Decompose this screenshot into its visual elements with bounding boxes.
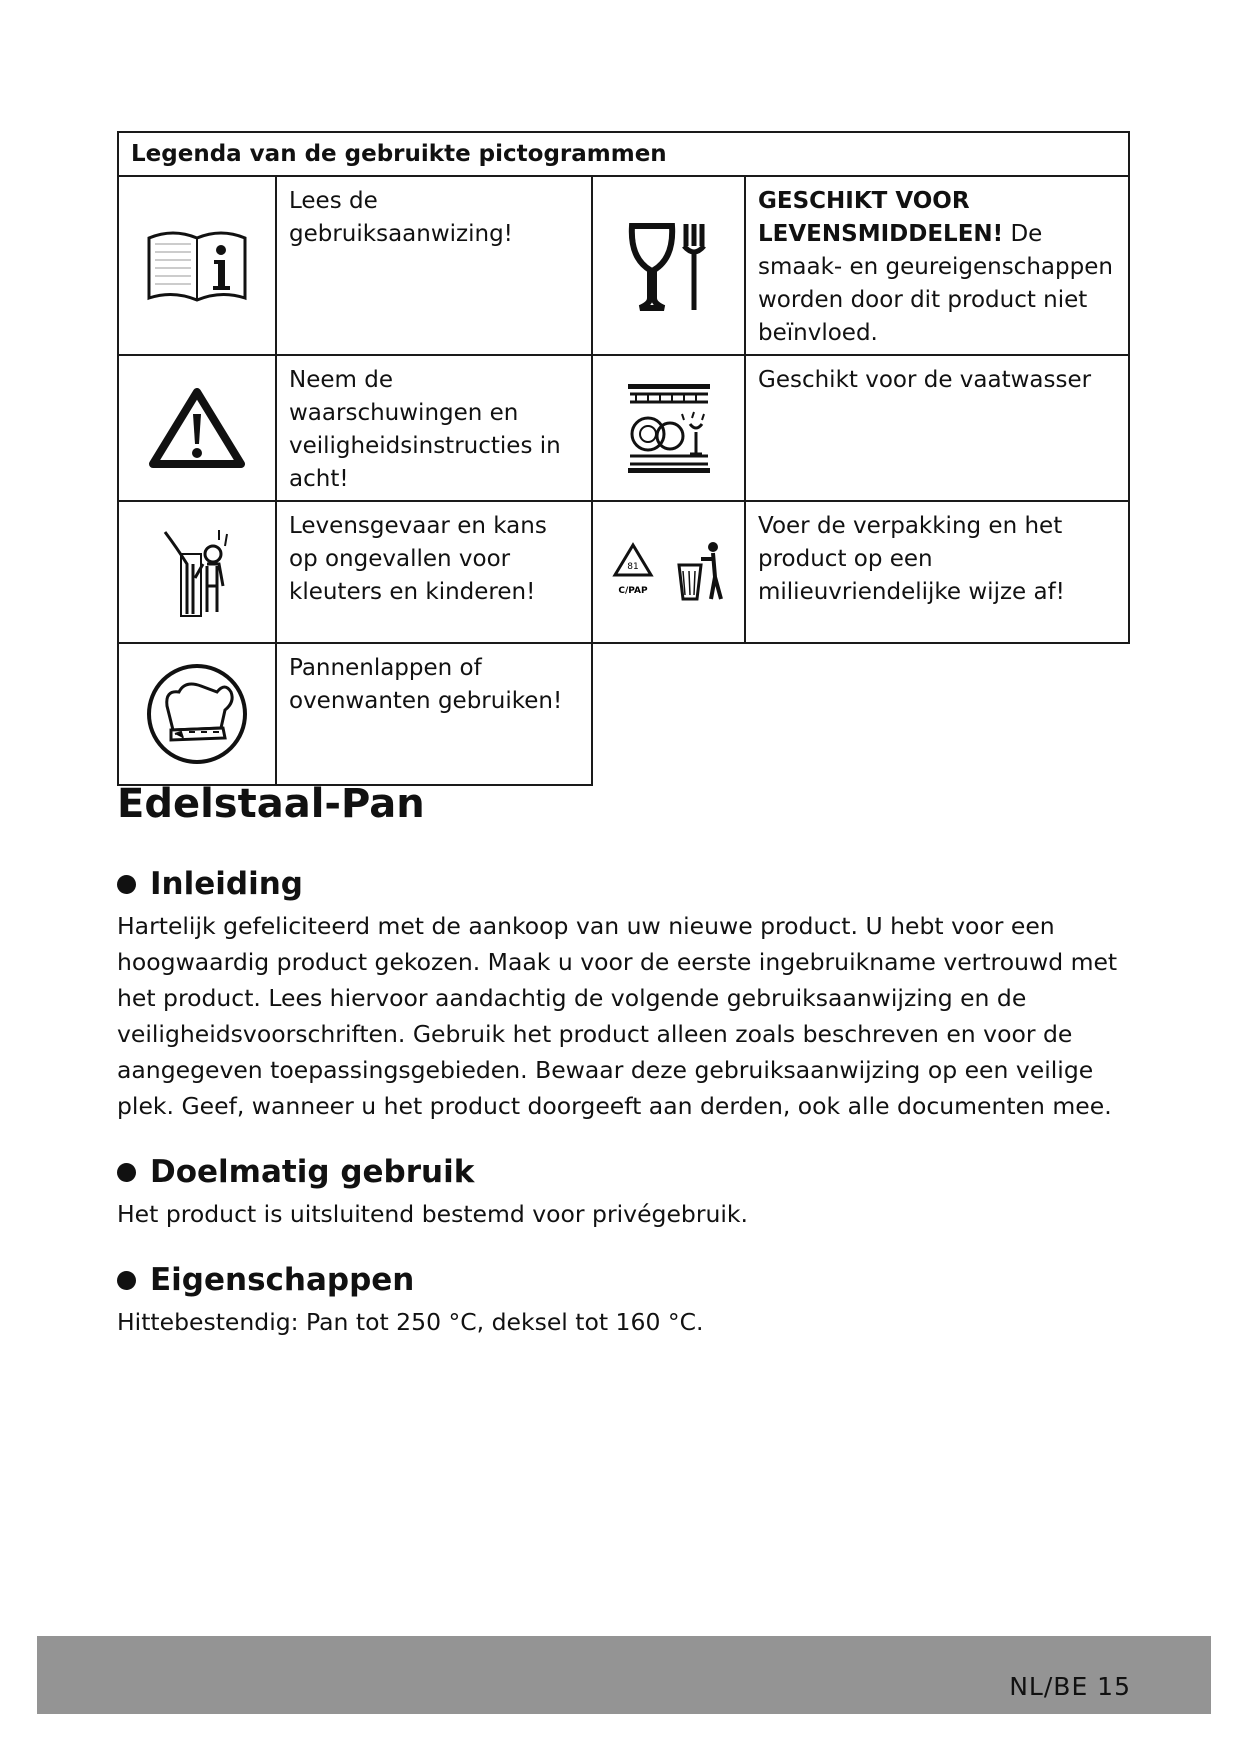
legend-text-food-safe — [745, 176, 1129, 355]
legend-text-dishwasher: Geschikt voor de vaatwasser — [745, 355, 1129, 501]
dishwasher-icon — [592, 355, 745, 501]
food-safe-bold: GESCHIKT VOOR LEVENSMIDDELEN! — [758, 188, 1004, 247]
page-footer — [37, 1636, 1211, 1714]
legend-text-oven-mitt: Pannenlappen of ovenwanten gebruiken! — [276, 643, 592, 785]
oven-mitt-icon — [118, 643, 276, 785]
legend-text-child-hazard: Levensgevaar en kans op ongevallen voor kleuters en kinderen! — [276, 501, 592, 643]
legend-empty-cell — [592, 643, 1129, 785]
section-heading-text: Doelmatig gebruik — [150, 1154, 475, 1190]
section-doelmatig-gebruik — [117, 1154, 1127, 1232]
legend-title: Legenda van de gebruikte pictogrammen — [118, 132, 1129, 176]
child-hazard-icon — [118, 501, 276, 643]
food-safe-icon — [592, 176, 745, 355]
food-safe-desc: De smaak- en geureigenschappen worden door dit product niet beïnvloed. — [758, 221, 1113, 346]
bullet-icon — [117, 1163, 136, 1182]
section-body: Hartelijk gefeliciteerd met de aankoop van uw nieuwe product. U hebt voor een hoogwaardig product gekozen. Maak u voor de eerste ingebruikname vertrouwd met het product. Lees hiervoor aandachtig de volgende gebruiksaanwijzing en de veiligheidsvoorschriften. Gebruik het product alleen zoals beschreven en voor de aangegeven toepassingsgebieden. Bewaar deze gebruiksaanwijzing op een veilige plek. Geef, wanneer u het product doorgeeft aan derden, ook alle documenten mee. — [117, 912, 1118, 1120]
bullet-icon — [117, 1271, 136, 1290]
pictogram-legend-table — [117, 131, 1130, 786]
page-title: Edelstaal-Pan — [117, 781, 425, 827]
legend-text-warning: Neem de waarschuwingen en veiligheidsinstructies in acht! — [276, 355, 592, 501]
section-heading-text: Inleiding — [150, 866, 303, 902]
recycle-bin-icon — [592, 501, 745, 643]
manual-info-icon — [118, 176, 276, 355]
legend-text-recycle: Voer de verpakking en het product op een milieuvriendelijke wijze af! — [745, 501, 1129, 643]
legend-text-manual: Lees de gebruiksaanwizing! — [276, 176, 592, 355]
section-body: Het product is uitsluitend bestemd voor privégebruik. — [117, 1200, 748, 1228]
section-heading — [117, 1154, 1127, 1190]
section-heading-text: Eigenschappen — [150, 1262, 415, 1298]
bullet-icon — [117, 875, 136, 894]
section-inleiding — [117, 866, 1127, 1124]
page-number: NL/BE 15 — [1009, 1672, 1131, 1701]
recycle-label: C/PAP — [617, 586, 648, 596]
warning-triangle-icon — [118, 355, 276, 501]
section-eigenschappen — [117, 1262, 1127, 1340]
section-heading — [117, 866, 1127, 902]
section-heading — [117, 1262, 1127, 1298]
section-body: Hittebestendig: Pan tot 250 °C, deksel tot 160 °C. — [117, 1308, 704, 1336]
recycle-code: 81 — [626, 562, 639, 572]
